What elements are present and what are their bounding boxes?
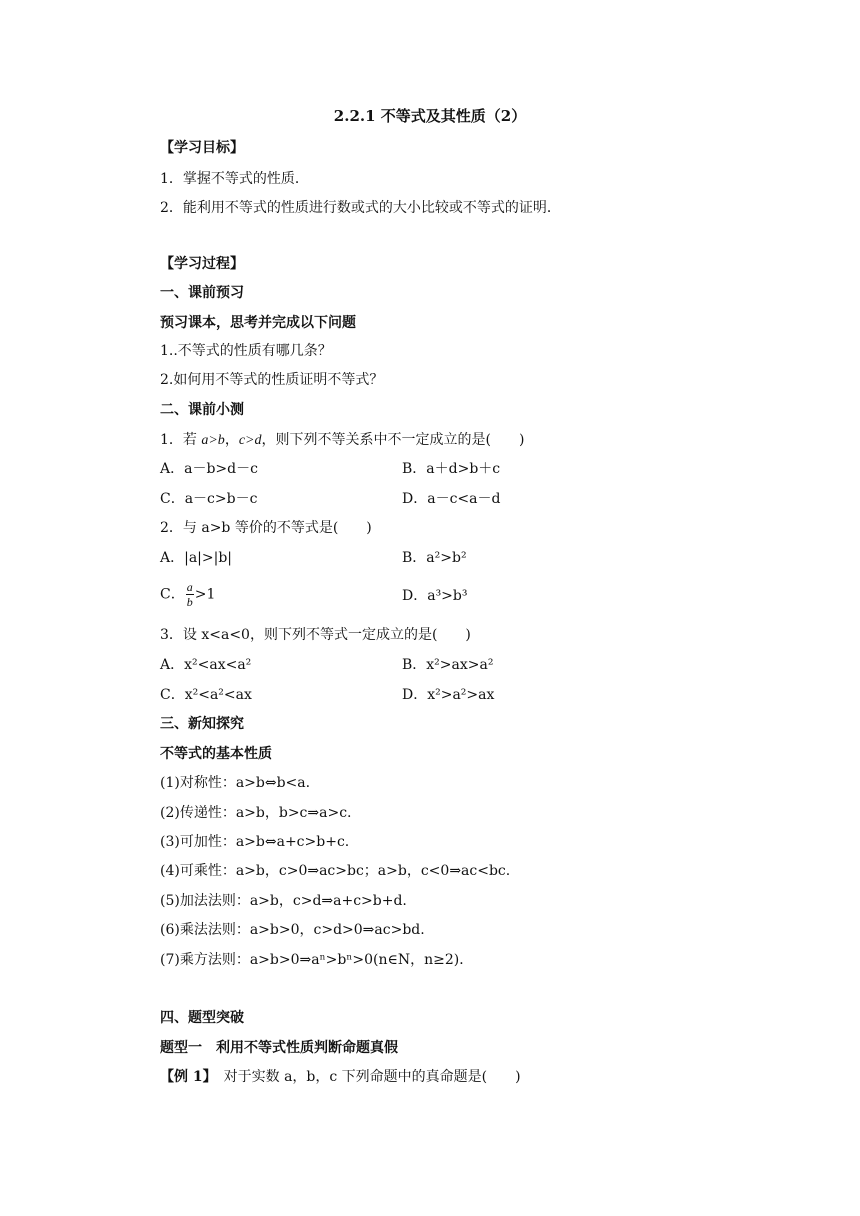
fraction-numerator: a <box>186 580 193 594</box>
quiz-q1-stem: 1．若 a>b，c>d，则下列不等关系中不一定成立的是( ) <box>160 432 525 448</box>
example-text: 对于实数 a，b，c 下列命题中的真命题是( ) <box>223 1069 521 1085</box>
quiz-q2-option-c-rest: >1 <box>194 586 216 603</box>
quiz-q2-option-c <box>160 580 215 609</box>
property-3: (3)可加性：a>b⇔a+c>b+c. <box>160 834 350 850</box>
quiz-q2-stem: 2．与 a>b 等价的不等式是( ) <box>160 520 372 536</box>
quiz-q3-option-c: C．x²<a²<ax <box>160 687 252 703</box>
quiz-q1-stem-mid: ，则下列不等关系中不一定成立的是( ) <box>261 432 525 448</box>
quiz-q1-option-d: D．a－c<a－d <box>402 491 501 507</box>
objectives-heading: 【学习目标】 <box>160 140 244 156</box>
example-1 <box>160 1068 521 1086</box>
quiz-q3-option-b: B．x²>ax>a² <box>402 657 494 673</box>
objective-1: 1．掌握不等式的性质． <box>160 171 309 187</box>
property-7: (7)乘方法则：a>b>0⇒aⁿ>bⁿ>0(n∈N，n≥2)． <box>160 952 474 968</box>
example-label: 【例 1】 <box>160 1069 210 1085</box>
types-heading: 四、题型突破 <box>160 1010 244 1026</box>
property-1: (1)对称性：a>b⇔b<a. <box>160 775 311 791</box>
quiz-q3-option-d: D．x²>a²>ax <box>402 687 495 703</box>
page-title: 2.2.1 不等式及其性质（2） <box>333 107 527 125</box>
property-4: (4)可乘性：a>b，c>0⇒ac>bc；a>b，c<0⇒ac<bc. <box>160 863 511 879</box>
type-1-heading: 题型一 利用不等式性质判断命题真假 <box>160 1040 398 1056</box>
quiz-q2-option-a: A．|a|>|b| <box>160 550 233 566</box>
preview-question-1: 1..不等式的性质有哪几条？ <box>160 343 332 359</box>
property-5: (5)加法法则：a>b，c>d⇒a+c>b+d. <box>160 893 407 909</box>
explore-heading: 三、新知探究 <box>160 716 244 732</box>
quiz-q1-option-b: B．a＋d>b＋c <box>402 461 501 477</box>
quiz-q1-option-c: C．a－c>b－c <box>160 491 258 507</box>
quiz-heading: 二、课前小测 <box>160 402 244 418</box>
quiz-q3-stem: 3．设 x<a<0，则下列不等式一定成立的是( ) <box>160 627 471 643</box>
quiz-q1-cond-c: c>d <box>238 433 262 448</box>
explore-subheading: 不等式的基本性质 <box>160 746 272 762</box>
quiz-q2-option-c-prefix: C． <box>160 586 185 603</box>
property-2: (2)传递性：a>b，b>c⇒a>c. <box>160 805 352 821</box>
process-heading: 【学习过程】 <box>160 256 244 272</box>
property-6: (6)乘法法则：a>b>0，c>d>0⇒ac>bd. <box>160 922 425 938</box>
preview-heading: 一、课前预习 <box>160 285 244 301</box>
quiz-q1-option-a: A．a－b>d－c <box>160 461 258 477</box>
fraction-denominator: b <box>186 595 193 609</box>
quiz-q2-fraction <box>186 580 194 609</box>
quiz-q3-option-a: A．x²<ax<a² <box>160 657 252 673</box>
objective-2: 2．能利用不等式的性质进行数或式的大小比较或不等式的证明． <box>160 200 561 216</box>
quiz-q2-option-d: D．a³>b³ <box>402 588 468 604</box>
quiz-q1-stem-pre: 1．若 <box>160 432 202 448</box>
preview-subheading: 预习课本，思考并完成以下问题 <box>160 315 356 331</box>
quiz-q2-option-b: B．a²>b² <box>402 550 467 566</box>
preview-question-2: 2.如何用不等式的性质证明不等式？ <box>160 372 384 388</box>
quiz-q1-cond-a: a>b <box>201 433 225 448</box>
